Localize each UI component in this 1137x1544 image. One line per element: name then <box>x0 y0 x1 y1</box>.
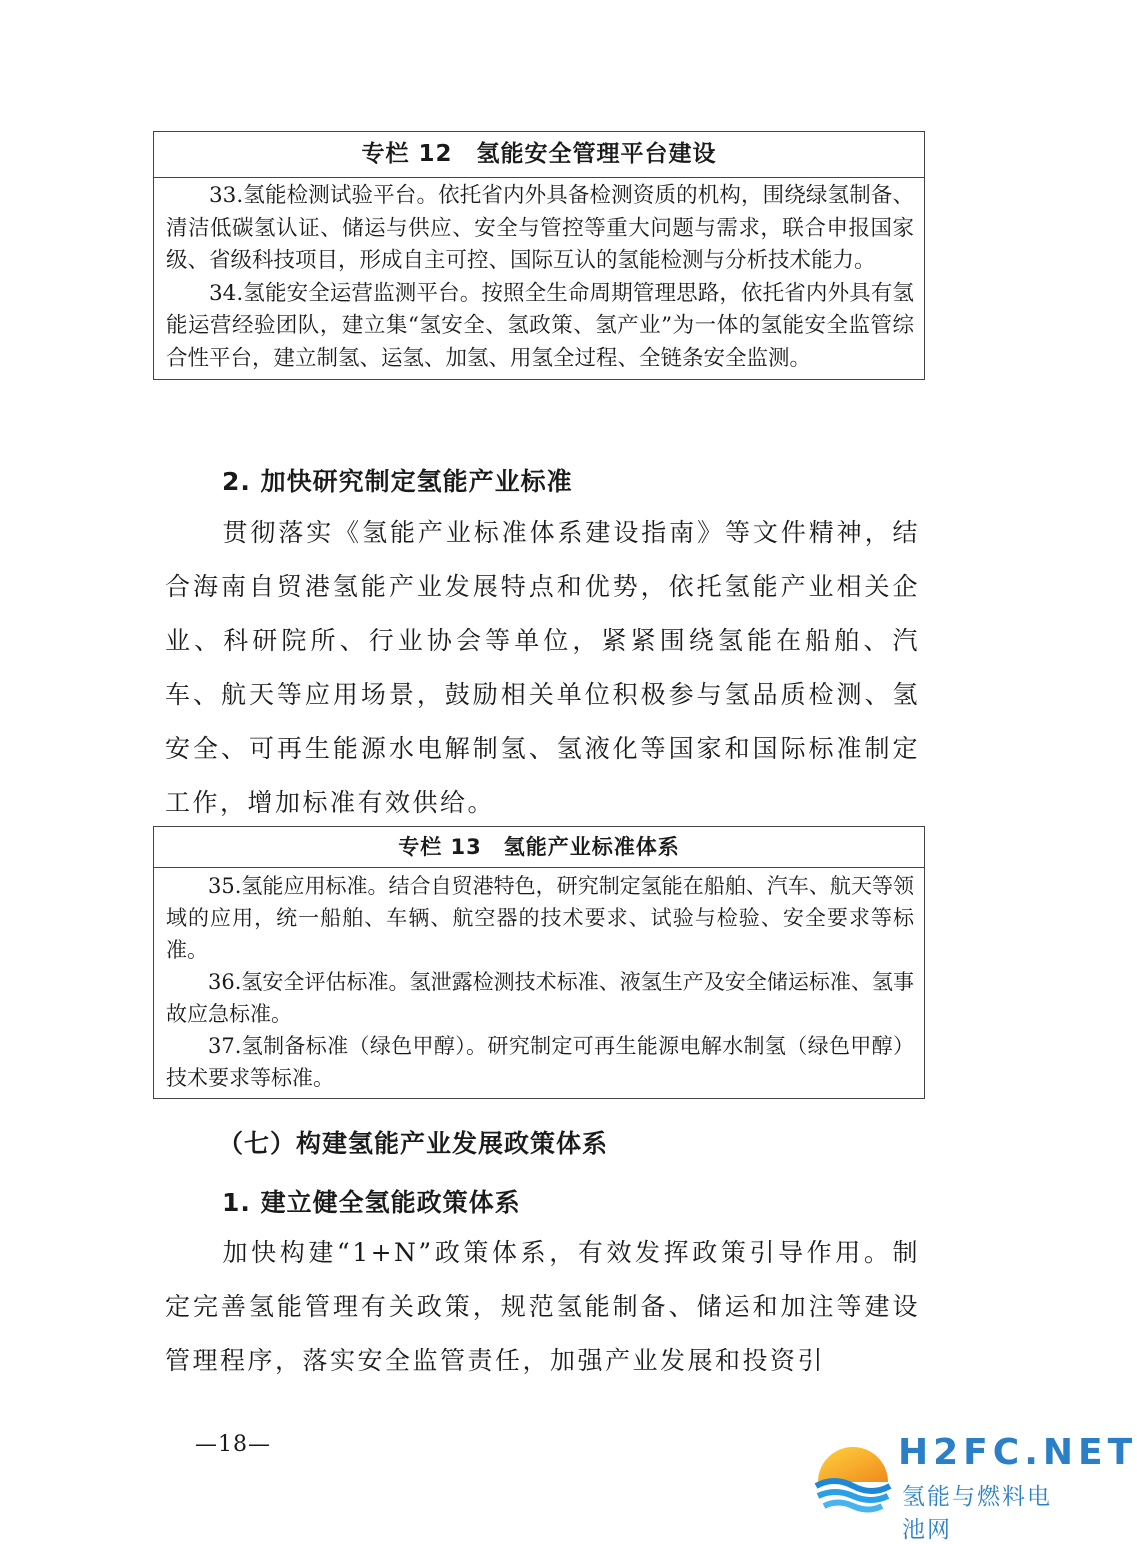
chapter-heading: （七）构建氢能产业发展政策体系 <box>218 1129 609 1158</box>
wave-sun-logo-icon <box>810 1432 896 1518</box>
section-heading: 2. 加快研究制定氢能产业标准 <box>222 467 573 496</box>
section-heading: 1. 建立健全氢能政策体系 <box>222 1188 521 1217</box>
column-box-title: 专栏 12 氢能安全管理平台建设 <box>154 132 924 178</box>
column-item: 34.氢能安全运营监测平台。按照全生命周期管理思路，依托省内外具有氢能运营经验团队，建立集“氢安全、氢政策、氢产业”为一体的氢能安全监管综合性平台，建立制氢、运氢、加氢、用氢全过程、全链条安全监测。 <box>166 280 914 371</box>
column-box-12 <box>153 131 925 380</box>
body-paragraph: 加快构建“1+N”政策体系，有效发挥政策引导作用。制定完善氢能管理有关政策，规范氢能制备、储运和加注等建设管理程序，落实安全监管责任，加强产业发展和投资引 <box>165 1238 920 1375</box>
column-item: 35.氢能应用标准。结合自贸港特色，研究制定氢能在船舶、汽车、航天等领域的应用，统一船舶、车辆、航空器的技术要求、试验与检验、安全要求等标准。 <box>166 874 914 962</box>
column-item: 37.氢制备标准（绿色甲醇）。研究制定可再生能源电解水制氢（绿色甲醇）技术要求等标准。 <box>166 1034 914 1090</box>
watermark-subtitle: 氢能与燃料电池网 <box>902 1484 1052 1543</box>
column-box-body <box>154 178 924 379</box>
body-paragraph: 贯彻落实《氢能产业标准体系建设指南》等文件精神，结合海南自贸港氢能产业发展特点和优势，依托氢能产业相关企业、科研院所、行业协会等单位，紧紧围绕氢能在船舶、汽车、航天等应用场景，鼓励相关单位积极参与氢品质检测、氢安全、可再生能源水电解制氢、氢液化等国家和国际标准制定工作，增加标准有效供给。 <box>165 518 920 817</box>
column-box-13 <box>153 826 925 1099</box>
column-box-body <box>154 868 924 1098</box>
page-number: —18— <box>195 1432 271 1457</box>
watermark-brand: H2FC.NET <box>898 1432 1137 1473</box>
column-box-title: 专栏 13 氢能产业标准体系 <box>154 827 924 868</box>
watermark-logo <box>810 1432 1137 1543</box>
column-item: 33.氢能检测试验平台。依托省内外具备检测资质的机构，围绕绿氢制备、清洁低碳氢认证、储运与供应、安全与管控等重大问题与需求，联合申报国家级、省级科技项目，形成自主可控、国际互认的氢能检测与分析技术能力。 <box>166 183 914 273</box>
column-item: 36.氢安全评估标准。氢泄露检测技术标准、液氢生产及安全储运标准、氢事故应急标准。 <box>166 970 914 1026</box>
